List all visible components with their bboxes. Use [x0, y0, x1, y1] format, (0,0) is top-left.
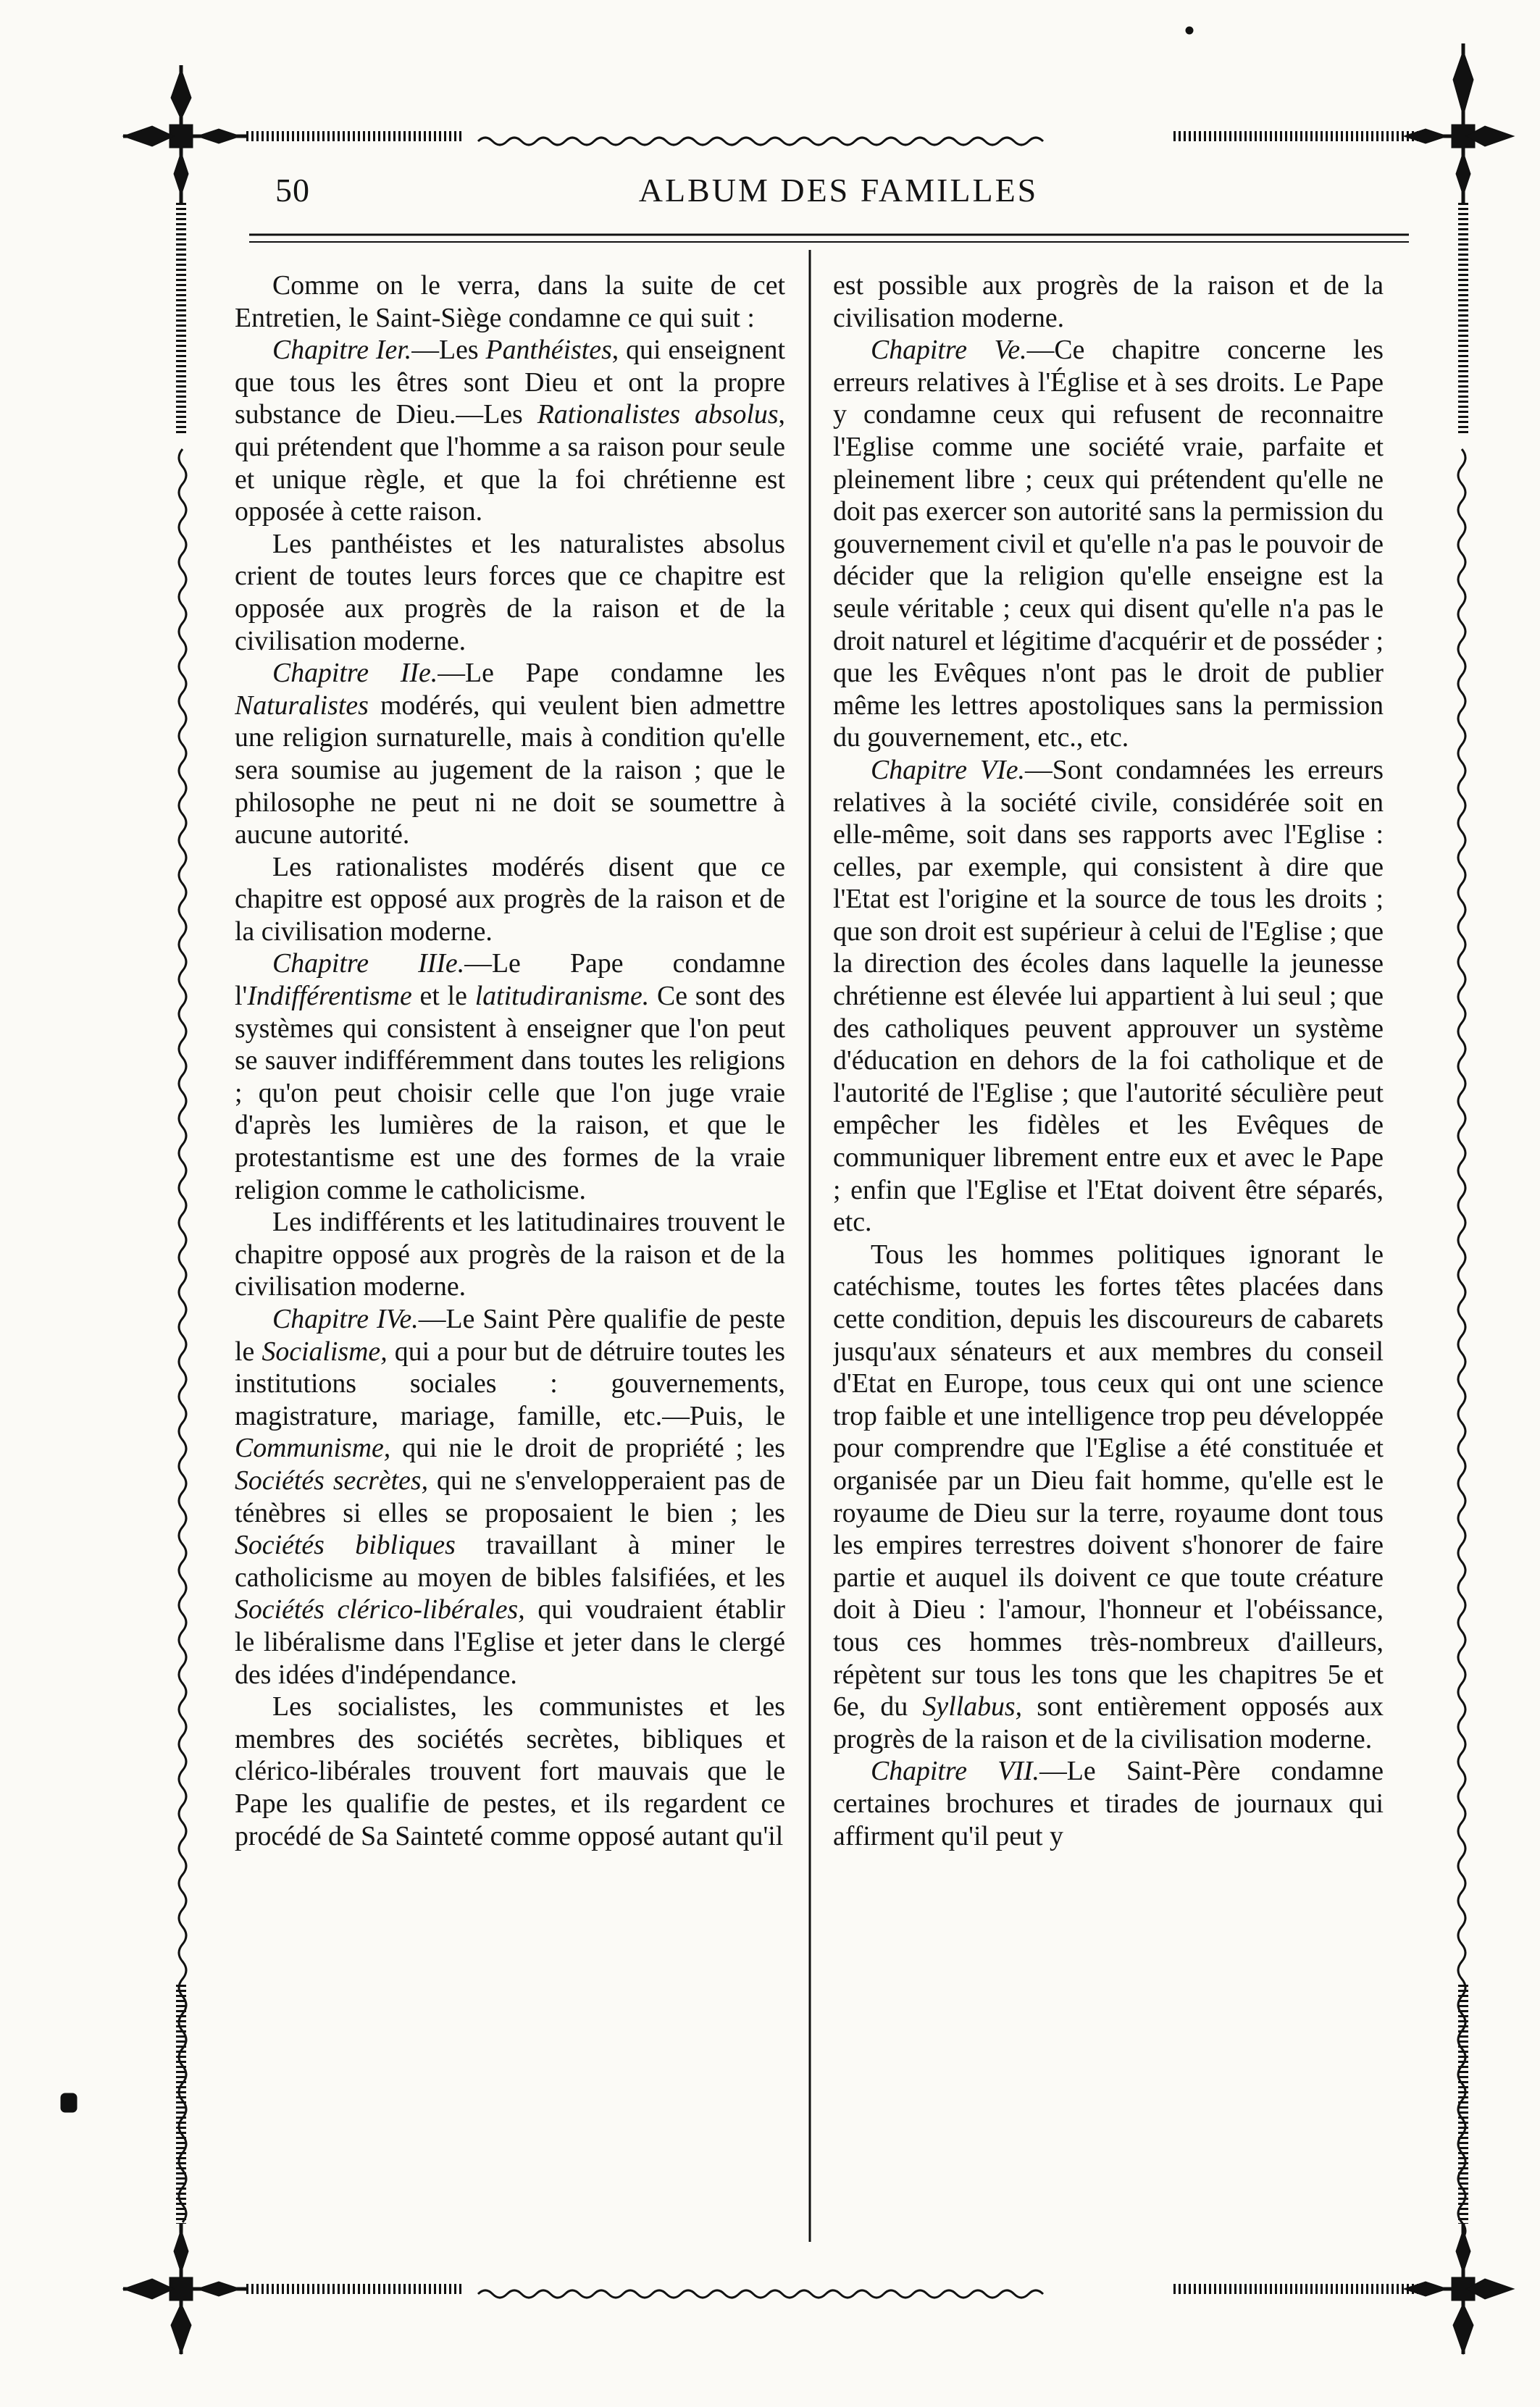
right-column [833, 269, 1384, 2225]
page-number: 50 [275, 172, 310, 209]
paragraph: Chapitre Ve.—Ce chapitre concerne les erreurs relatives à l'Église et à ses droits. Le Pape y condamne ceux qui refusent de reconnaitre l'Eglise comme une société vraie, parfaite et pleinement libre ; ceux qui prétendent qu'elle ne doit pas exercer son autorité sans la permission du gouvernement civil et qu'elle n'a pas le pouvoir de décider que la religion qu'elle enseigne est la seule véritable ; ceux qui disent qu'elle n'a pas le droit naturel et légitime d'acquérir et de posséder ; que les Evêques n'ont pas le droit de publier même les lettres apostoliques sans la permission du gouvernement, etc., etc. [833, 335, 1384, 753]
left-column [235, 269, 785, 2225]
paragraph: Tous les hommes politiques ignorant le catéchisme, toutes les fortes têtes placées dans cette condition, depuis les discoureurs de cabarets jusqu'aux sénateurs et aux membres du conseil d'Etat en Europe, tous ceux qui ont une science trop faible et une intelligence trop peu développée pour comprendre que l'Eglise a été constituée et organisée par un Dieu fait homme, qu'elle est le royaume de Dieu sur la terre, royaume dont tous les empires terrestres doivent s'honorer de faire partie et auquel ils doivent ce que toute créature doit à Dieu : l'amour, l'honneur et l'obéissance, tous ces hommes très-nombreux d'ailleurs, répètent sur tous les tons que les chapitres 5e et 6e, du Syllabus, sont entièrement opposés aux progrès de la raison et de la civilisation moderne. [833, 1239, 1384, 1754]
paragraph: Comme on le verra, dans la suite de cet Entretien, le Saint-Siège condamne ce qui suit : [235, 270, 785, 333]
paragraph: Chapitre IIIe.—Le Pape condamne l'Indifférentisme et le latitudiranisme. Ce sont des systèmes qui consistent à enseigner que l'on peut se sauver indifféremment dans toutes les religions ; qu'on peut choisir celle que l'on juge vraie d'après les lumières de la raison, et que le protestantisme est une des formes de la vraie religion comme le catholicisme. [235, 948, 785, 1205]
paragraph: est possible aux progrès de la raison et de la civilisation moderne. [833, 270, 1384, 333]
corner-ornament-bottom-right [1404, 2230, 1514, 2354]
paragraph: Chapitre IIe.—Le Pape condamne les Naturalistes modérés, qui veulent bien admettre une religion surnaturelle, mais à condition qu'elle sera soumise au jugement de la raison ; que le philosophe ne peut ni ne doit se soumettre à aucune autorité. [235, 658, 785, 850]
corner-ornament-top-left [123, 69, 240, 196]
paragraph: Chapitre IVe.—Le Saint Père qualifie de peste le Socialisme, qui a pour but de détruire toutes les institutions sociales : gouvernements, magistrature, mariage, famille, etc.—Puis, le Communisme, qui nie le droit de propriété ; les Sociétés secrètes, qui ne s'envelopperaient pas de ténèbres si elles se proposaient le bien ; les Sociétés bibliques travaillant à miner le catholicisme au moyen de bibles falsifiées, et les Sociétés clérico-libérales, qui voudraient établir le libéralisme dans l'Eglise et jeter dans le clergé des idées d'indépendance. [235, 1304, 785, 1690]
corner-ornament-top-right [1404, 51, 1514, 196]
page-header [261, 171, 1416, 229]
paragraph: Les rationalistes modérés disent que ce chapitre est opposé aux progrès de la raison et de la civilisation moderne. [235, 851, 785, 947]
paragraph: Chapitre VII.—Le Saint-Père condamne certaines brochures et tirades de journaux qui affirment qu'il peut y [833, 1756, 1384, 1851]
paragraph: Chapitre VIe.—Sont condamnées les erreurs relatives à la société civile, considérée soit en elle-même, soit dans ses rapports avec l'Eglise : celles, par exemple, qui consistent à dire que l'Etat est l'origine et la source de tous les droits ; que son droit est supérieur à celui de l'Eglise ; que la direction des écoles dans laquelle la jeunesse chrétienne est élevée lui appartient à lui seul ; que des catholiques peuvent approuver un système d'éducation en dehors de la foi catholique et de l'autorité de l'Eglise ; que l'autorité séculière peut empêcher les fidèles et les Evêques de communiquer librement entre eux et avec le Pape ; enfin que l'Eglise et l'Etat doivent être séparés, etc. [833, 754, 1384, 1238]
paragraph: Les indifférents et les latitudinaires trouvent le chapitre opposé aux progrès de la raison et de la civilisation moderne. [235, 1207, 785, 1302]
paragraph: Les socialistes, les communistes et les membres des sociétés secrètes, bibliques et clérico-libérales trouvent fort mauvais que le Pape les qualifie de pestes, et ils regardent ce procédé de Sa Sainteté comme opposé autant qu'il [235, 1691, 785, 1851]
corner-ornament-bottom-left [123, 2230, 240, 2354]
running-title: ALBUM DES FAMILLES [638, 172, 1039, 209]
paragraph: Les panthéistes et les naturalistes absolus crient de toutes leurs forces que ce chapitre est opposée aux progrès de la raison et de la civilisation moderne. [235, 528, 785, 656]
paragraph: Chapitre Ier.—Les Panthéistes, qui enseignent que tous les êtres sont Dieu et ont la propre substance de Dieu.—Les Rationalistes absolus, qui prétendent que l'homme a sa raison pour seule et unique règle, et que la foi chrétienne est opposée à cette raison. [235, 335, 785, 527]
